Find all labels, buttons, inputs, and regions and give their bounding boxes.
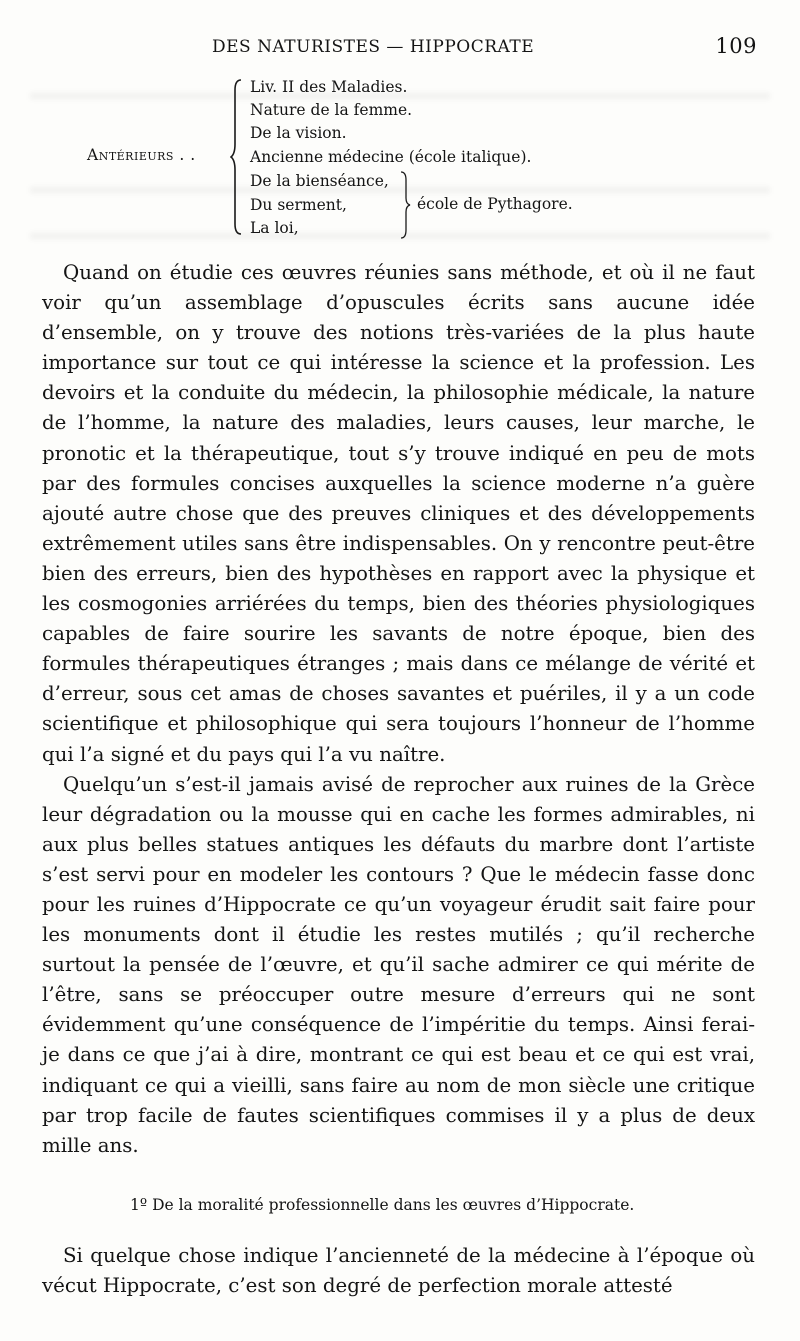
paragraph: Quelqu’un s’est-il jamais avisé de reprocher aux ruines de la Grèce leur dégradation ou la mousse qui en cache les formes admirables, ni aux plus belles statues antiques les défauts du marbre dont l’artiste s’est servi pour en modeler les contours ? Que le médecin fasse donc pour les ruines d’Hippocrate ce qu’un voyageur érudit sait faire pour les monuments dont il étudie les restes mutilés ; qu’il recherche surtout la pensée de l’œuvre, et qu’il sache admirer ce qui mérite de l’être, sans se préoccuper outre mesure d’erreurs qui ne sont évidemment qu’une conséquence de l’impéritie du temps. Ainsi ferai-je dans ce que j’ai à dire, montrant ce qui est beau et ce qui est vrai, indiquant ce qui a vieilli, sans faire au nom de mon siècle une critique par trop facile de fautes scientifiques commises il y a plus de deux mille ans. [42,772,755,1157]
works-list [87,76,647,241]
list-item: Nature de la femme. [250,101,413,119]
right-brace-icon [399,170,411,240]
section-heading-footnote: 1º De la moralité professionnelle dans les œuvres d’Hippocrate. [130,1196,635,1214]
continuing-text [42,1241,755,1301]
paragraph: Quand on étudie ces œuvres réunies sans méthode, et où il ne faut voir qu’un assemblage d’opuscules écrits sans aucune idée d’ensemble, on y trouve des notions très-variées de la plus haute importance sur tout ce qui intéresse la science et la profession. Les devoirs et la conduite du médecin, la philosophie médicale, la nature de l’homme, la nature des maladies, leurs causes, leur marche, le pronotic et la thérapeutique, tout s’y trouve indiqué en peu de mots par des formules concises auxquelles la science moderne n’a guère ajouté autre chose que des preuves cliniques et des développements extrêmement utiles sans être indispensables. On y rencontre peut-être bien des erreurs, bien des hypothèses en rapport avec la physique et les cosmogonies arriérées du temps, bien des théories physiologiques capables de faire sourire les savants de notre époque, bien des formules thérapeutiques étranges ; mais dans ce mélange de vérité et d’erreur, sous cet amas de choses savantes et puériles, il y a un code scientifique et philosophique qui sera toujours l’honneur de l’homme qui l’a signé et du pays qui l’a vu naître. [42,261,755,766]
list-item: La loi, [250,219,299,237]
list-item: De la vision. [250,124,347,142]
list-item: Liv. II des Maladies. [250,78,408,96]
list-item: De la bienséance, [250,172,389,190]
paragraph: Si quelque chose indique l’ancienneté de la médecine à l’époque où vécut Hippocrate, c’est son degré de perfection morale attesté [42,1244,755,1297]
left-brace-icon [230,78,244,236]
list-item: Du serment, [250,196,347,214]
list-item: Ancienne médecine (école italique). [250,148,532,166]
running-header [212,34,757,62]
works-list-label: Antérieurs . . [87,146,196,164]
running-title: DES NATURISTES — HIPPOCRATE [212,37,535,57]
page-number: 109 [715,34,757,58]
school-note: école de Pythagore. [417,195,573,213]
main-text [42,258,755,1161]
